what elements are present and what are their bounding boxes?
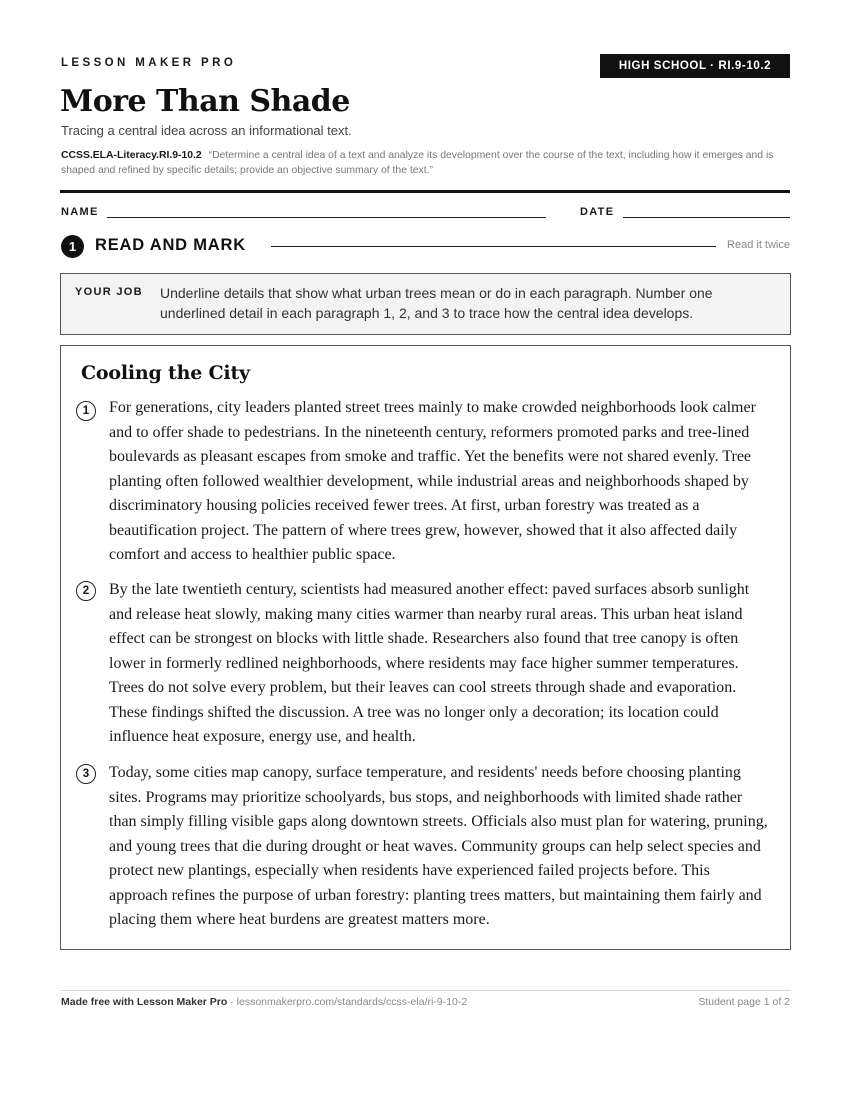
instructions-box [60, 273, 791, 335]
paragraph-number-2: 2 [76, 581, 96, 601]
footer-separator: · [227, 996, 237, 1008]
section-title: READ AND MARK [95, 236, 246, 254]
footer-credit [61, 996, 467, 1008]
footer-made-with: Made free with Lesson Maker Pro [61, 996, 228, 1008]
header-divider [60, 190, 790, 193]
section-number-badge: 1 [61, 235, 84, 258]
footer-url[interactable]: lessonmakerpro.com/standards/ccss-ela/ri-9-10-2 [236, 996, 468, 1008]
instructions-text: Underline details that show what urban trees mean or do in each paragraph. Number one underlined detail in each paragraph 1, 2, and 3 to trace how the central idea develops. [160, 285, 713, 321]
instructions-label: YOUR JOB [75, 286, 143, 298]
section-note: Read it twice [727, 239, 790, 251]
name-label: NAME [61, 206, 99, 218]
standard-description [61, 148, 781, 178]
brand-name: LESSON MAKER PRO [61, 57, 237, 69]
paragraph-number-1: 1 [76, 401, 96, 421]
date-label: DATE [580, 206, 615, 218]
footer-page-number: Student page 1 of 2 [698, 996, 790, 1008]
footer-divider [60, 990, 791, 991]
paragraph-3: Today, some cities map canopy, surface temperature, and residents' needs before choosing planting sites. Programs may prioritize schoolyards, bus stops, and neighborhoods with limited shade rather than simply filling visible gaps along downtown streets. Officials also must plan for watering, pruning, and young trees that die during drought or heat waves. Community groups can help select species and protect new plantings, especially when residents have experienced failed projects before. This approach refines the purpose of urban forestry: planting trees matters, but maintaining them fairly and placing them where heat burdens are greatest matters more. [109, 764, 768, 928]
standard-text: “Determine a central idea of a text and analyze its development over the course of the text, including how it emerges and is shaped and refined by specific details; provide an objective summary of the text.” [61, 150, 774, 176]
date-field[interactable] [623, 217, 790, 218]
page-title: More Than Shade [60, 84, 350, 119]
reading-passage [60, 345, 791, 950]
passage-title: Cooling the City [81, 362, 250, 384]
standard-code: CCSS.ELA-Literacy.RI.9-10.2 [61, 150, 202, 161]
paragraph-1: For generations, city leaders planted street trees mainly to make crowded neighborhoods look calmer and to offer shade to pedestrians. In the nineteenth century, reformers promoted parks and tree-lined boulevards as pleasant escapes from smoke and traffic. Yet the benefits were not shared evenly. Tree planting often followed wealthier development, while industrial areas and neighborhoods shaped by discriminatory housing policies received fewer trees. At first, urban forestry was treated as a beautification project. The pattern of where trees grew, however, showed that it also affected daily comfort and access to healthier public space. [109, 399, 756, 563]
section-divider [271, 246, 716, 247]
paragraph-2: By the late twentieth century, scientists had measured another effect: paved surfaces absorb sunlight and release heat slowly, making many cities warmer than nearby rural areas. This urban heat island effect can be strongest on blocks with little shade. Researchers also found that tree canopy is often lower in formerly redlined neighborhoods, where residents may face higher summer temperatures. Trees do not solve every problem, but their leaves can cool streets through shade and evaporation. These findings shifted the discussion. A tree was no longer only a decoration; its location could influence heat exposure, energy use, and health. [109, 581, 750, 745]
name-field[interactable] [107, 217, 546, 218]
level-badge: HIGH SCHOOL · RI.9-10.2 [600, 54, 790, 78]
paragraph-number-3: 3 [76, 764, 96, 784]
page-subtitle: Tracing a central idea across an informational text. [61, 123, 352, 138]
